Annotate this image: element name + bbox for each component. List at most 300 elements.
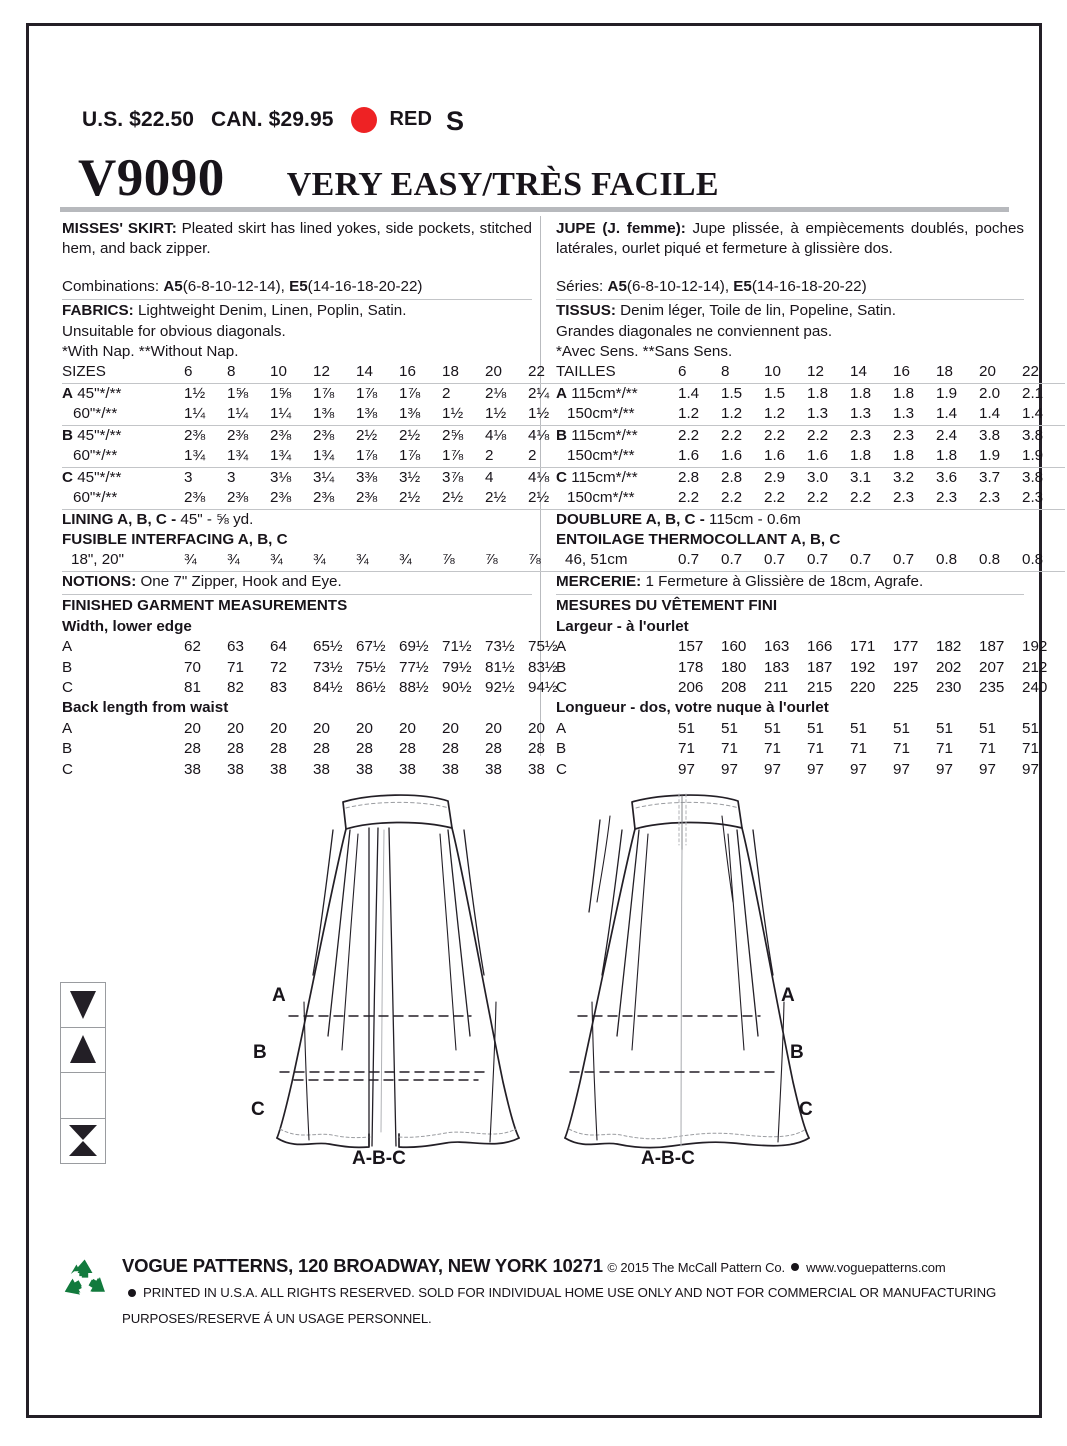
fabric-width: 115cm*/**: [571, 426, 638, 444]
measure-cell: 28: [485, 740, 502, 758]
interfacing-cell: ¾: [184, 550, 227, 571]
table-row: [62, 739, 571, 759]
interfacing-cell: 0.7: [807, 550, 850, 571]
interfacing-cell: ¾: [270, 550, 313, 571]
measure-cell: 71: [678, 740, 695, 758]
size-cell: 6: [678, 362, 721, 383]
interfacing-cell: 0.7: [721, 550, 764, 571]
yardage-cell: 1.9: [1022, 446, 1065, 467]
view-letter: B: [62, 658, 73, 676]
fabric-width: 115cm*/**: [571, 384, 638, 402]
notions-text: One 7" Zipper, Hook and Eye.: [136, 572, 342, 590]
measure-cell: 38: [313, 760, 330, 778]
lining-line: [62, 510, 532, 530]
measure-cell: 92½: [485, 679, 515, 697]
measure-cell: 94½: [528, 679, 558, 697]
fabric-width: 150cm*/**: [567, 489, 635, 507]
view-letter: C: [62, 468, 73, 486]
measure-cell: 70: [184, 658, 201, 676]
table-row: [62, 404, 571, 425]
yardage-cell: 2.2: [721, 488, 764, 509]
measure-cell: 51: [893, 719, 910, 737]
view-letter: C: [62, 760, 73, 778]
measure-cell: 73½: [313, 658, 343, 676]
yardage-cell: 1½: [485, 404, 528, 425]
measure-cell: 97: [979, 760, 996, 778]
measure-cell: 38: [485, 760, 502, 778]
row-label: [62, 467, 184, 488]
yardage-cell: 3⅜: [356, 468, 378, 486]
garment-illustrations: [0, 760, 1067, 1210]
yardage-cell: 1¼: [184, 404, 227, 425]
combination-a5: A5: [163, 277, 183, 295]
fabrics-text: Lightweight Denim, Linen, Poplin, Satin.: [133, 302, 407, 320]
yardage-cell: 2½: [356, 426, 378, 444]
measure-cell: 160: [721, 638, 747, 656]
size-cell: 20: [485, 362, 528, 383]
yardage-cell: 2.3: [979, 488, 1022, 509]
combination-e5-sizes: (14-16-18-20-22): [307, 277, 423, 295]
measure-cell: 83½: [528, 658, 558, 676]
yardage-cell: 1.8: [850, 384, 872, 402]
size-cell: 8: [227, 362, 270, 383]
measure-cell: 206: [678, 679, 704, 697]
yardage-cell: 1.3: [807, 404, 850, 425]
measure-cell: 71: [936, 740, 953, 758]
yardage-cell: 3.2: [893, 468, 915, 486]
row-label: [556, 488, 678, 509]
table-header-row: [556, 362, 1065, 383]
yardage-cell: 3.1: [850, 468, 872, 486]
table-row: [62, 637, 571, 657]
title-row: [78, 149, 978, 207]
yardage-cell: 2.3: [1022, 488, 1065, 509]
measure-cell: 97: [1022, 760, 1039, 778]
combination-a5-fr: A5: [607, 277, 627, 295]
table-row: [556, 446, 1065, 467]
footer-legal-line-2: PURPOSES/RESERVE Á UN USAGE PERSONNEL.: [122, 1311, 432, 1326]
combination-e5-fr: E5: [733, 277, 752, 295]
width-lower-edge-header: Width, lower edge: [62, 617, 192, 635]
yardage-cell: 2⅛: [485, 384, 507, 402]
size-group-letter: S: [446, 106, 465, 136]
company-address: VOGUE PATTERNS, 120 BROADWAY, NEW YORK 10271: [122, 1255, 603, 1276]
yardage-cell: 2⅜: [313, 426, 335, 444]
interfacing-cell: ¾: [399, 550, 442, 571]
nap-line-fr: *Avec Sens. **Sans Sens.: [556, 343, 733, 361]
yardage-cell: 1.6: [807, 446, 850, 467]
size-cell: 12: [313, 362, 356, 383]
garment-description-text-fr: Jupe plissée, à empiècements doublés, poches latérales, ourlet piqué et fermeture à glissière dos.: [556, 220, 1024, 258]
legal-text-1: PRINTED IN U.S.A. ALL RIGHTS RESERVED. SOLD FOR INDIVIDUAL HOME USE ONLY AND NOT FOR COMMERCIAL OR MANUFACTURING: [143, 1285, 997, 1300]
yardage-cell: 2.2: [721, 426, 743, 444]
front-length-label-b: B: [253, 1042, 267, 1063]
view-letter: A: [556, 638, 567, 656]
yardage-cell: 2.4: [936, 426, 958, 444]
yardage-cell: 2.8: [678, 468, 700, 486]
yardage-cell: 1.2: [721, 404, 764, 425]
measure-cell: 20: [227, 719, 244, 737]
garment-description-label: MISSES' SKIRT:: [62, 220, 177, 237]
measure-cell: 20: [399, 719, 416, 737]
front-view-illustration: [277, 795, 519, 1147]
yardage-cell: 3⅛: [270, 468, 292, 486]
measure-cell: 86½: [356, 679, 386, 697]
yardage-cell: 3½: [399, 468, 421, 486]
yardage-cell: 2.2: [764, 426, 786, 444]
back-view-illustration: [565, 794, 809, 1148]
interfacing-label: FUSIBLE INTERFACING A, B, C: [62, 530, 288, 548]
yardage-cell: 2⅜: [313, 488, 356, 509]
finished-measurements-header: FINISHED GARMENT MEASUREMENTS: [62, 597, 348, 615]
yardage-cell: 4⅛: [528, 468, 550, 486]
yardage-cell: 2: [485, 446, 528, 467]
view-letter: C: [556, 468, 567, 486]
measure-cell: 177: [893, 638, 919, 656]
pattern-number: V9090: [78, 149, 225, 207]
width-table-fr: [556, 637, 1065, 698]
difficulty-label: VERY EASY/TRÈS FACILE: [286, 166, 719, 203]
measure-cell: 71: [1022, 740, 1039, 758]
yardage-cell: 2⅜: [184, 426, 206, 444]
fabric-width: 115cm*/**: [571, 468, 638, 486]
view-letter: A: [556, 719, 567, 737]
finished-measurements-header-fr: MESURES DU VÊTEMENT FINI: [556, 597, 778, 615]
view-letter: A: [62, 719, 73, 737]
yardage-cell: 1.9: [979, 446, 1022, 467]
measure-cell: 183: [764, 658, 790, 676]
yardage-cell: 1.2: [678, 404, 721, 425]
yardage-cell: 2.3: [936, 488, 979, 509]
yardage-cell: 3.6: [936, 468, 958, 486]
yardage-cell: 1.3: [893, 404, 936, 425]
measure-cell: 20: [485, 719, 502, 737]
interfacing-cell: ⅞: [442, 550, 485, 571]
measure-cell: 38: [356, 760, 373, 778]
size-cell: 16: [399, 362, 442, 383]
measure-cell: 20: [356, 719, 373, 737]
fabric-width: 60"*/**: [73, 489, 118, 507]
yardage-cell: 2.2: [764, 488, 807, 509]
interfacing-cell: 0.7: [893, 550, 936, 571]
rule: [62, 594, 532, 595]
measure-cell: 71: [227, 658, 244, 676]
yardage-cell: 2½: [399, 426, 421, 444]
yardage-cell: 1.8: [893, 384, 915, 402]
measure-cell: 240: [1022, 679, 1048, 697]
measure-cell: 220: [850, 679, 876, 697]
garment-description: [62, 219, 532, 260]
yardage-cell: 2.3: [893, 426, 915, 444]
view-letter: B: [62, 426, 73, 444]
notions-line: [62, 572, 532, 592]
back-length-label-c: C: [799, 1099, 813, 1120]
fabrics-label: FABRICS:: [62, 302, 134, 320]
table-row: [62, 383, 571, 404]
interfacing-cell: 0.7: [764, 550, 807, 571]
sizes-header-fr: TAILLES: [556, 362, 678, 383]
rule: [556, 299, 1024, 300]
measure-cell: 20: [528, 719, 545, 737]
view-letter: B: [556, 658, 567, 676]
row-label: [556, 446, 678, 467]
measure-cell: 207: [979, 658, 1005, 676]
fabric-width: 60"*/**: [73, 405, 118, 423]
measure-cell: 212: [1022, 658, 1048, 676]
yardage-cell: 1¾: [313, 446, 356, 467]
combination-a5-sizes: (6-8-10-12-14),: [182, 277, 290, 295]
interfacing-table-en: [62, 550, 571, 571]
measure-cell: 202: [936, 658, 962, 676]
measure-cell: 192: [1022, 638, 1048, 656]
measure-cell: 163: [764, 638, 790, 656]
lining-text-fr: 115cm - 0.6m: [709, 510, 801, 528]
table-row: [62, 425, 571, 446]
yardage-cell: 1⅞: [442, 446, 485, 467]
yardage-cell: 2.0: [979, 384, 1001, 402]
yardage-cell: 3⅞: [442, 468, 464, 486]
table-header-row: [62, 362, 571, 383]
measure-cell: 38: [270, 760, 287, 778]
measure-cell: 51: [807, 719, 824, 737]
view-letter: A: [62, 384, 73, 402]
interfacing-cell: ⅞: [485, 550, 528, 571]
measure-cell: 79½: [442, 658, 472, 676]
view-letter: B: [62, 740, 73, 758]
yardage-cell: 1¼: [270, 404, 313, 425]
fabric-width: 45"*/**: [77, 468, 122, 486]
website-url[interactable]: www.voguepatterns.com: [806, 1260, 946, 1275]
measure-cell: 51: [678, 719, 695, 737]
row-label: [556, 404, 678, 425]
measure-cell: 20: [270, 719, 287, 737]
view-letter: C: [62, 679, 73, 697]
garment-description-fr: [556, 219, 1024, 260]
measure-cell: 97: [850, 760, 867, 778]
measure-cell: 28: [270, 740, 287, 758]
measure-cell: 51: [721, 719, 738, 737]
size-cell: 14: [850, 362, 893, 383]
english-column: [62, 219, 558, 780]
interfacing-cell: 0.7: [850, 550, 893, 571]
notions-line-fr: [556, 572, 1024, 592]
yardage-cell: 1⅜: [356, 404, 399, 425]
combinations-line-fr: [556, 277, 1024, 297]
yardage-cell: 1.8: [893, 446, 936, 467]
price-row: [82, 104, 464, 135]
back-length-label-a: A: [781, 985, 795, 1006]
row-label: [556, 383, 678, 404]
yardage-cell: 1.9: [936, 384, 958, 402]
yardage-cell: 1⅞: [356, 446, 399, 467]
notions-label: NOTIONS:: [62, 572, 137, 590]
measure-cell: 71: [850, 740, 867, 758]
view-letter: A: [556, 384, 567, 402]
yardage-cell: 1½: [184, 384, 206, 402]
back-length-header: Back length from waist: [62, 699, 229, 717]
measure-cell: 38: [528, 760, 545, 778]
measure-cell: 187: [979, 638, 1005, 656]
yardage-cell: 2: [528, 446, 571, 467]
measure-cell: 28: [313, 740, 330, 758]
yardage-cell: 1.4: [678, 384, 700, 402]
measure-cell: 97: [721, 760, 738, 778]
lining-label-fr: DOUBLURE A, B, C -: [556, 510, 709, 528]
notions-label-fr: MERCERIE:: [556, 572, 642, 590]
measure-cell: 182: [936, 638, 962, 656]
row-label: [62, 550, 184, 571]
table-row: [556, 404, 1065, 425]
yardage-cell: 4⅛: [485, 426, 507, 444]
measure-cell: 51: [979, 719, 996, 737]
size-cell: 12: [807, 362, 850, 383]
measure-cell: 38: [399, 760, 416, 778]
yardage-cell: 2.3: [893, 488, 936, 509]
back-views-label: A-B-C: [641, 1148, 695, 1169]
measure-cell: 51: [1022, 719, 1039, 737]
yardage-cell: 1.3: [850, 404, 893, 425]
measure-cell: 81: [184, 679, 201, 697]
measure-cell: 75½: [356, 658, 386, 676]
measure-cell: 20: [442, 719, 459, 737]
measure-cell: 75½: [528, 638, 558, 656]
yardage-cell: 3: [227, 468, 236, 486]
yardage-cell: 2⅝: [442, 426, 464, 444]
interfacing-cell: 0.8: [979, 550, 1022, 571]
rule: [62, 299, 532, 300]
yardage-cell: 1.8: [850, 446, 893, 467]
row-label: [556, 425, 678, 446]
measure-cell: 71: [893, 740, 910, 758]
yardage-cell: 1.8: [807, 384, 829, 402]
yardage-cell: 2½: [485, 488, 528, 509]
interfacing-cell: ¾: [356, 550, 399, 571]
measure-cell: 63: [227, 638, 244, 656]
measure-cell: 90½: [442, 679, 472, 697]
can-price: CAN. $29.95: [211, 107, 334, 131]
row-label: [62, 383, 184, 404]
yardage-cell: 3¼: [313, 468, 335, 486]
yardage-cell: 1½: [528, 404, 571, 425]
measure-cell: 51: [936, 719, 953, 737]
measure-cell: 73½: [485, 638, 515, 656]
yardage-cell: 2.2: [807, 426, 829, 444]
red-dot-icon: [351, 107, 377, 133]
fabrics-line-fr: [556, 301, 1024, 321]
table-row: [62, 719, 571, 739]
yardage-cell: 3.0: [807, 468, 829, 486]
measure-cell: 192: [850, 658, 876, 676]
table-row: [62, 678, 571, 698]
yardage-cell: 1⅝: [227, 384, 249, 402]
yardage-cell: 2¼: [528, 384, 550, 402]
yardage-cell: 1⅞: [399, 446, 442, 467]
measure-cell: 97: [807, 760, 824, 778]
fabrics-label-fr: TISSUS:: [556, 302, 616, 320]
copyright-text: © 2015 The McCall Pattern Co.: [607, 1260, 786, 1275]
yardage-cell: 1.6: [678, 446, 721, 467]
fabric-width: 45"*/**: [77, 384, 122, 402]
size-cell: 16: [893, 362, 936, 383]
combinations-line: [62, 277, 532, 297]
measure-cell: 97: [893, 760, 910, 778]
table-row: [556, 488, 1065, 509]
measure-cell: 38: [184, 760, 201, 778]
yardage-cell: 2.3: [850, 426, 872, 444]
size-cell: 14: [356, 362, 399, 383]
measure-cell: 178: [678, 658, 704, 676]
measure-cell: 208: [721, 679, 747, 697]
footer-legal-line-1: [122, 1285, 996, 1300]
measure-cell: 28: [356, 740, 373, 758]
yardage-cell: 2⅜: [270, 488, 313, 509]
interfacing-cell: 0.8: [936, 550, 979, 571]
notions-text-fr: 1 Fermeture à Glissière de 18cm, Agrafe.: [641, 572, 924, 590]
unsuitable-line-fr: Grandes diagonales ne conviennent pas.: [556, 322, 833, 340]
back-length-label-b: B: [790, 1042, 804, 1063]
table-row: [556, 678, 1065, 698]
yardage-cell: 2: [442, 384, 451, 402]
view-letter: A: [62, 638, 73, 656]
yardage-cell: 2⅜: [184, 488, 227, 509]
measure-cell: 51: [850, 719, 867, 737]
unsuitable-line: Unsuitable for obvious diagonals.: [62, 322, 286, 340]
measure-cell: 71: [764, 740, 781, 758]
measure-cell: 20: [184, 719, 201, 737]
yardage-cell: 1⅞: [399, 384, 421, 402]
measure-cell: 28: [227, 740, 244, 758]
garment-description-text: Pleated skirt has lined yokes, side pockets, stitched hem, and back zipper.: [62, 220, 532, 258]
view-letter: B: [556, 740, 567, 758]
sizes-header: SIZES: [62, 362, 184, 383]
combination-e5: E5: [289, 277, 308, 295]
yardage-cell: 2.2: [850, 488, 893, 509]
measure-cell: 62: [184, 638, 201, 656]
table-row: [62, 488, 571, 509]
size-cell: 18: [442, 362, 485, 383]
row-label: [556, 550, 678, 571]
measure-cell: 84½: [313, 679, 343, 697]
table-row: [62, 550, 571, 571]
yardage-cell: 1.4: [936, 404, 979, 425]
measure-cell: 215: [807, 679, 833, 697]
yardage-cell: 4: [485, 468, 494, 486]
size-cell: 18: [936, 362, 979, 383]
yardage-cell: 3.8: [979, 426, 1001, 444]
measure-cell: 20: [313, 719, 330, 737]
yardage-cell: 1.5: [721, 384, 743, 402]
yardage-cell: 2.2: [678, 488, 721, 509]
yardage-cell: 1⅝: [270, 384, 292, 402]
measure-cell: 81½: [485, 658, 515, 676]
fabric-width: 150cm*/**: [567, 405, 635, 423]
table-row: [556, 719, 1065, 739]
yardage-cell: 3.7: [979, 468, 1001, 486]
yardage-cell: 1.2: [764, 404, 807, 425]
measure-cell: 82: [227, 679, 244, 697]
row-label: [62, 425, 184, 446]
yardage-cell: 2.2: [678, 426, 700, 444]
interfacing-cell: 0.8: [1022, 550, 1065, 571]
measure-cell: 64: [270, 638, 287, 656]
yardage-cell: 1.6: [764, 446, 807, 467]
measure-cell: 83: [270, 679, 287, 697]
nap-line: *With Nap. **Without Nap.: [62, 343, 239, 361]
measure-cell: 71½: [442, 638, 472, 656]
measure-cell: 38: [442, 760, 459, 778]
size-cell: 20: [979, 362, 1022, 383]
measure-cell: 38: [227, 760, 244, 778]
